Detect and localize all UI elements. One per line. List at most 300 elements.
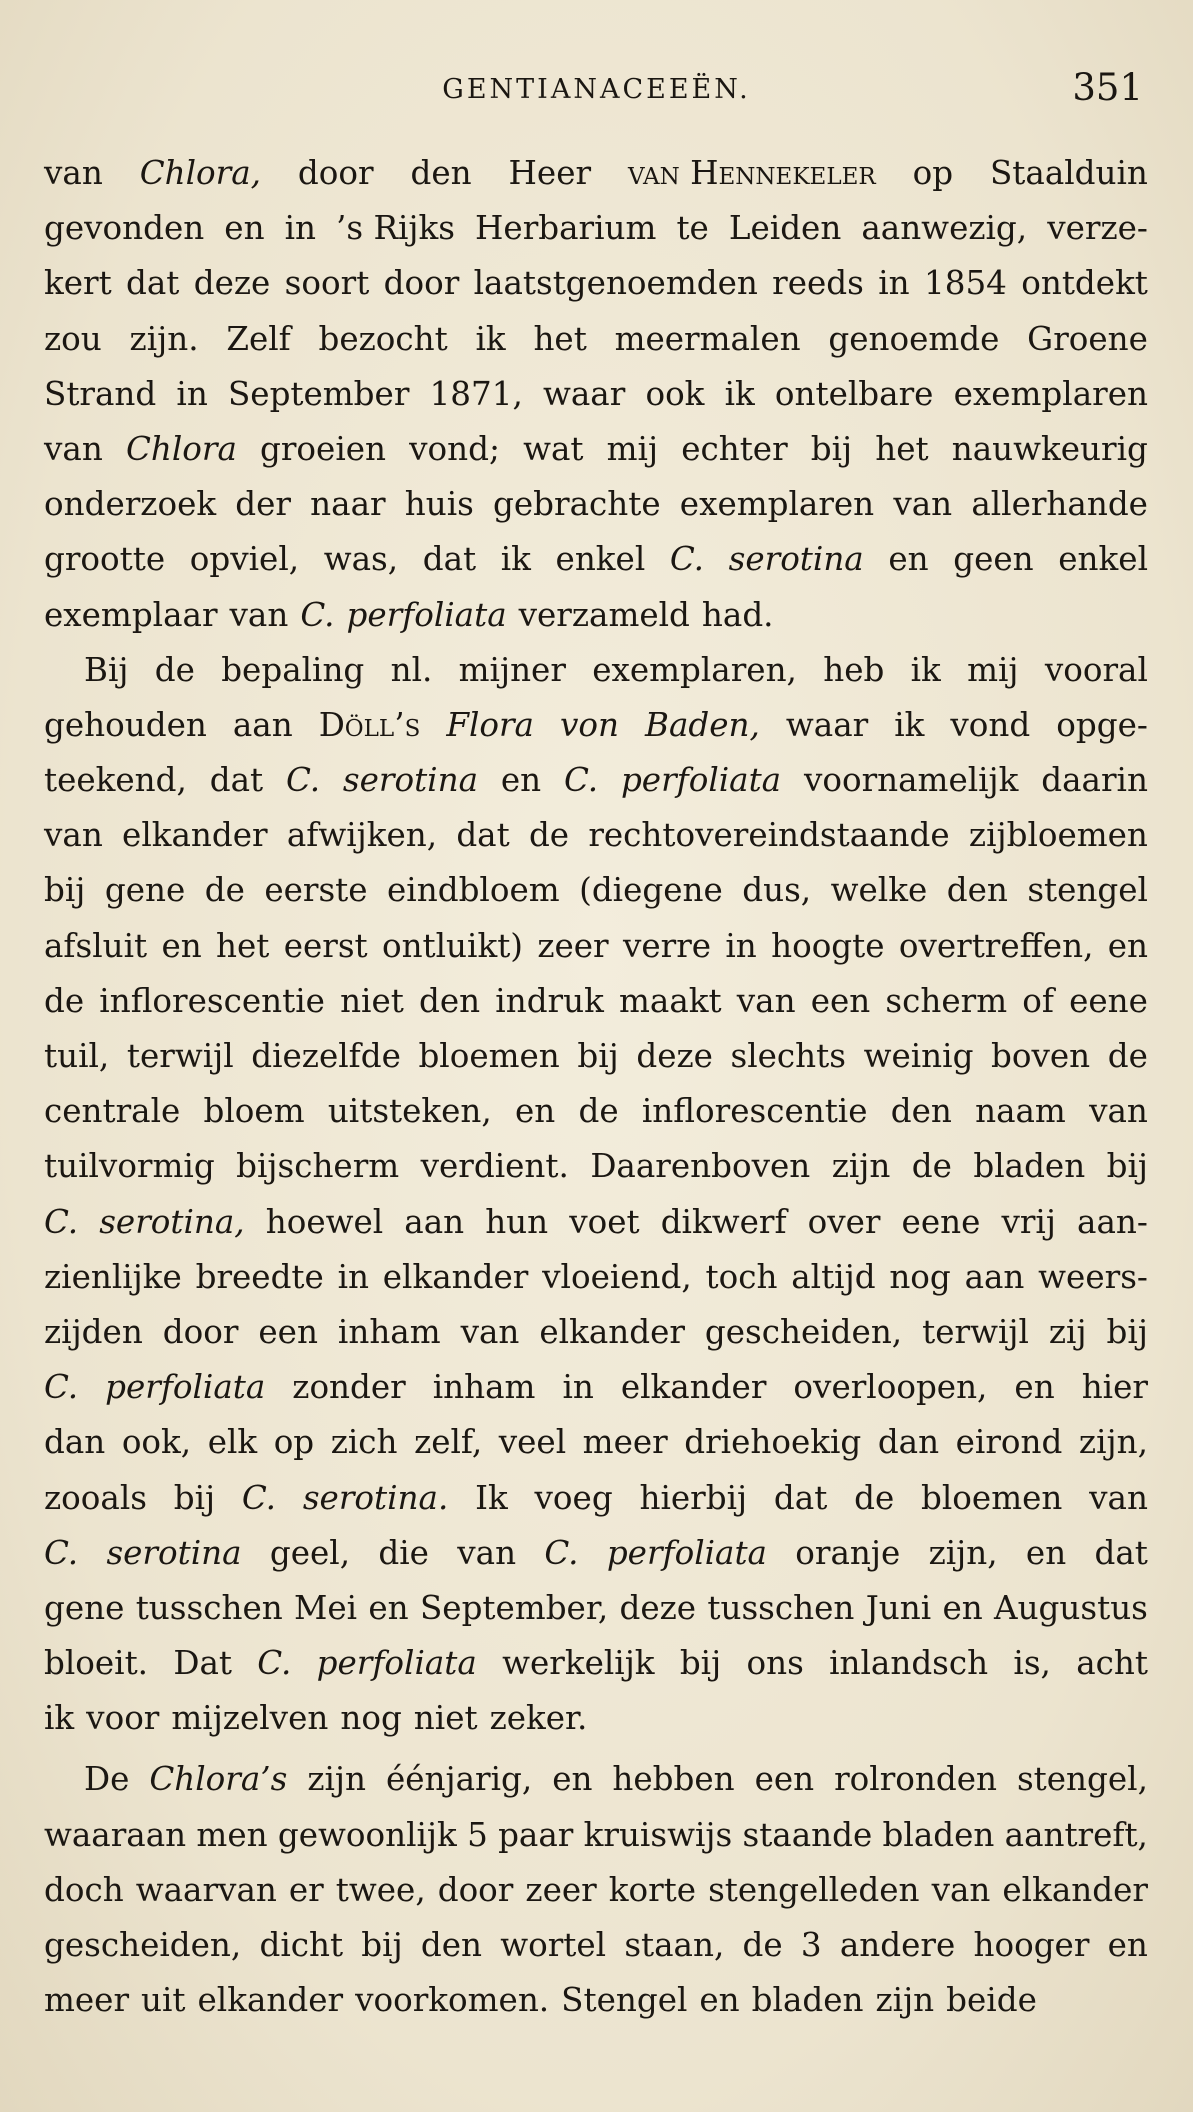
word: gehouden <box>44 705 207 744</box>
word: zijn. <box>129 319 199 358</box>
word: Chlora <box>125 429 237 468</box>
word: von <box>560 705 620 744</box>
word: van <box>44 154 103 192</box>
word: bij <box>44 871 86 910</box>
word: boven <box>991 1037 1091 1075</box>
word: Dat <box>173 1644 232 1683</box>
word: ik <box>500 540 531 579</box>
word: de <box>854 1478 895 1517</box>
word: veel <box>498 1423 567 1462</box>
word: en <box>1107 1926 1148 1964</box>
word: Herbarium <box>475 209 657 248</box>
word: waar <box>542 374 626 413</box>
word: dus, <box>742 871 812 910</box>
word: teekend, <box>44 761 187 800</box>
word: ’s Rijks <box>336 209 455 248</box>
running-head-title: GENTIANACEEËN. <box>442 74 751 105</box>
word: mij <box>606 429 659 468</box>
word: van <box>44 816 103 855</box>
text-line <box>44 863 1148 918</box>
word: hierbij <box>639 1478 748 1517</box>
word: 3 <box>800 1926 822 1964</box>
word: zijn <box>831 1147 891 1186</box>
word: aan <box>404 1202 465 1241</box>
word: dat <box>126 264 180 303</box>
word: bladen <box>973 1147 1086 1186</box>
word: uitsteken, <box>327 1092 492 1131</box>
word: kruiswijs <box>583 1815 733 1854</box>
word: door <box>297 154 374 192</box>
word: opge- <box>1056 705 1148 744</box>
text-line <box>44 1415 1148 1470</box>
word: voorkomen. <box>355 1981 550 2020</box>
text-line <box>44 1084 1148 1139</box>
word: welke <box>830 871 928 910</box>
word: C. <box>44 1368 79 1407</box>
word: aanwezig, <box>861 209 1028 248</box>
word: gewoonlijk <box>277 1815 457 1854</box>
word: in <box>337 1257 369 1296</box>
word: van <box>931 1870 991 1909</box>
word: nauwkeurig <box>951 429 1148 468</box>
word: afwijken, <box>286 816 438 855</box>
word: bij <box>577 1037 619 1075</box>
word: zijn, <box>1078 1423 1148 1462</box>
word: en <box>515 1092 556 1131</box>
word: C. <box>544 1533 579 1572</box>
word: bij <box>173 1478 216 1517</box>
word: Chlora’s <box>149 1760 288 1799</box>
text-line <box>44 201 1148 256</box>
text-line <box>44 588 1148 643</box>
word: door <box>383 264 460 303</box>
word: Daarenboven <box>590 1147 811 1186</box>
text-line <box>44 1305 1148 1360</box>
word: bijscherm <box>236 1147 400 1186</box>
text-line <box>44 1250 1148 1305</box>
word: naar <box>310 485 386 524</box>
word: C. <box>44 1202 79 1241</box>
word: op <box>273 1423 315 1462</box>
word: hun <box>485 1202 549 1241</box>
text-line <box>44 422 1148 477</box>
word: ontelbare <box>774 374 934 413</box>
word: door <box>437 1870 514 1909</box>
word: scherm <box>885 981 1008 1020</box>
word: gene <box>104 871 186 910</box>
word: serotina <box>106 1533 242 1572</box>
text-line <box>44 974 1148 1029</box>
word: eene <box>1069 981 1148 1020</box>
word: dat <box>456 816 510 855</box>
word: stengelleden <box>708 1870 920 1909</box>
word: exemplaren, <box>592 650 797 689</box>
page-number: 351 <box>1072 66 1143 109</box>
word: De <box>84 1760 130 1799</box>
word: ontluikt) <box>381 926 524 965</box>
text-line <box>44 256 1148 311</box>
word: toch <box>705 1257 778 1296</box>
word: elk <box>207 1423 258 1462</box>
word: mijzelven <box>171 1699 329 1738</box>
word: daarin <box>1041 761 1148 800</box>
word: September <box>227 374 410 413</box>
word: nl. <box>390 650 433 689</box>
word: elkander <box>539 1312 685 1351</box>
word: Juni <box>865 1588 932 1627</box>
word: exemplaar <box>44 595 218 634</box>
word: kert <box>44 264 112 303</box>
word: opviel, <box>189 540 300 579</box>
word: (diegene <box>579 871 723 910</box>
word: den <box>420 1926 483 1964</box>
word: van <box>460 1312 520 1351</box>
text-line <box>44 1691 1148 1746</box>
word: heb <box>823 650 885 689</box>
word: beide <box>946 1981 1037 2020</box>
word: zou <box>44 319 102 358</box>
word: vooral <box>1044 650 1148 689</box>
word: die <box>378 1533 429 1572</box>
word: slechts <box>730 1037 846 1075</box>
word: eene <box>901 1202 981 1241</box>
text-line <box>44 1973 1148 2028</box>
word: aantreft, <box>1004 1815 1148 1854</box>
word: bij <box>810 429 853 468</box>
word: serotina. <box>302 1478 449 1517</box>
word: laatstgenoemden <box>473 264 758 303</box>
word: en <box>888 540 929 579</box>
word: tusschen <box>707 1588 855 1627</box>
text-line <box>44 532 1148 587</box>
text-line <box>44 1195 1148 1250</box>
text-line <box>44 808 1148 863</box>
word: ook, <box>121 1423 192 1462</box>
word: geen <box>953 540 1034 579</box>
word: en <box>1025 1533 1067 1572</box>
word: dikwerf <box>660 1202 787 1241</box>
word: vond <box>950 705 1031 744</box>
word: nog <box>889 1257 951 1296</box>
word: twee, <box>335 1870 426 1909</box>
word: waar <box>785 705 869 744</box>
word: ik <box>44 1699 75 1738</box>
word: den <box>946 871 1008 910</box>
word: Mei <box>294 1588 358 1627</box>
word: overloopen, <box>793 1368 988 1407</box>
word: dat <box>422 540 477 579</box>
word: stengel, <box>1016 1760 1148 1799</box>
word: breedte <box>195 1257 324 1296</box>
word: Zelf <box>226 319 291 358</box>
text-line <box>44 1526 1148 1581</box>
word: Döll’s <box>318 705 421 744</box>
word: van <box>1089 1092 1148 1131</box>
word: in <box>284 209 316 248</box>
word: aan- <box>1077 1202 1148 1241</box>
word: gene <box>44 1588 125 1627</box>
word: aan <box>964 1257 1025 1296</box>
word: meer <box>582 1423 668 1462</box>
word: en <box>161 926 202 965</box>
word: niet <box>340 981 404 1020</box>
word: zeker. <box>489 1699 588 1738</box>
word: zijbloemen <box>968 816 1148 855</box>
word: terwijl <box>922 1312 1029 1351</box>
word: Strand <box>44 374 157 413</box>
word: van <box>457 1533 517 1572</box>
word: wortel <box>500 1926 607 1964</box>
word: perfoliata <box>620 761 782 800</box>
word: bloemen <box>418 1037 560 1075</box>
word: een <box>754 1760 815 1799</box>
word: gescheiden, <box>704 1312 903 1351</box>
word: het <box>216 926 270 965</box>
word: September, <box>419 1588 609 1627</box>
word: de <box>154 650 195 689</box>
word: hoewel <box>265 1202 384 1241</box>
word: Augustus <box>994 1588 1148 1627</box>
word: ons <box>746 1644 804 1683</box>
text-line <box>44 477 1148 532</box>
word: hebben <box>612 1760 735 1799</box>
word: den <box>890 1092 952 1131</box>
word: overtreffen, <box>898 926 1094 965</box>
word: ook <box>645 374 705 413</box>
word: ik <box>475 319 506 358</box>
word: zijn, <box>928 1533 998 1572</box>
word: bij <box>361 1926 403 1964</box>
word: bezocht <box>318 319 448 358</box>
word: van <box>893 485 953 524</box>
word: enkel <box>555 540 646 579</box>
word: een <box>258 1312 318 1351</box>
word: en <box>1107 926 1148 965</box>
word: het <box>533 319 587 358</box>
word: meer <box>44 1981 130 2020</box>
word: elkander <box>122 816 268 855</box>
word: rechtovereindstaande <box>588 816 950 855</box>
word: acht <box>1076 1644 1148 1683</box>
word: voet <box>569 1202 640 1241</box>
word: dan <box>877 1423 940 1462</box>
word: Heer <box>508 154 592 192</box>
word: eerst <box>283 926 368 965</box>
word: bladen <box>882 1815 995 1854</box>
word: doch <box>44 1870 124 1909</box>
text-line <box>44 146 1148 201</box>
word: het <box>875 429 929 468</box>
word: Leiden <box>728 209 842 248</box>
word: 5 <box>467 1815 488 1854</box>
word: gevonden <box>44 209 205 248</box>
word: de <box>911 1147 952 1186</box>
word: exemplaren <box>679 485 875 524</box>
word: indruk <box>495 981 604 1020</box>
word: allerhande <box>971 485 1148 524</box>
word: C. <box>669 540 704 579</box>
word: onderzoek <box>44 485 217 524</box>
text-line <box>44 1029 1148 1084</box>
word: terwijl <box>126 1037 234 1075</box>
word: geel, <box>269 1533 351 1572</box>
word: oranje <box>795 1533 901 1572</box>
word: de <box>204 871 245 910</box>
word: mijner <box>458 650 566 689</box>
word: dicht <box>259 1926 344 1964</box>
word: en <box>699 1981 740 2020</box>
word: perfoliata <box>606 1533 767 1572</box>
word: bloemen <box>921 1478 1063 1517</box>
word: uit <box>141 1981 186 2020</box>
word: huis <box>404 485 474 524</box>
word: genoemde <box>828 319 1000 358</box>
word: een <box>810 981 871 1020</box>
word: verze- <box>1047 209 1148 248</box>
word: er <box>288 1870 324 1909</box>
text-line <box>44 1808 1148 1863</box>
word: te <box>676 209 709 248</box>
word: de <box>578 1092 619 1131</box>
word: mij <box>967 650 1019 689</box>
text-line <box>44 312 1148 367</box>
word: zienlijke <box>44 1257 182 1296</box>
word: bij <box>679 1644 722 1683</box>
word: echter <box>681 429 788 468</box>
word: eerste <box>264 871 368 910</box>
word: zeer <box>537 926 609 965</box>
word: dat <box>209 761 264 800</box>
word: over <box>807 1202 881 1241</box>
word: andere <box>839 1926 956 1964</box>
word: weers- <box>1038 1257 1148 1296</box>
text-line <box>44 1139 1148 1194</box>
word: serotina <box>342 761 479 800</box>
word: in <box>725 926 757 965</box>
word: op <box>912 154 954 192</box>
word: nog <box>340 1699 402 1738</box>
word: zelf, <box>414 1423 483 1462</box>
word: de <box>44 981 85 1020</box>
word: inham <box>337 1312 441 1351</box>
word: naam <box>975 1092 1066 1131</box>
body-text <box>44 146 1148 2028</box>
word: voeg <box>534 1478 613 1517</box>
word: C. <box>285 761 321 800</box>
word: zich <box>330 1423 398 1462</box>
word: korte <box>608 1870 697 1909</box>
word: verdient. <box>420 1147 569 1186</box>
word: bloem <box>203 1092 305 1131</box>
word: enkel <box>1058 540 1148 579</box>
word: zijn <box>875 1981 935 2020</box>
word: elkander <box>1002 1870 1148 1909</box>
word: Stengel <box>561 1981 688 2020</box>
word: van Hennekeler <box>627 154 876 192</box>
word: exemplaren <box>953 374 1148 413</box>
word: Flora <box>446 705 534 744</box>
text-line <box>44 1636 1148 1691</box>
word: van <box>44 429 103 468</box>
word: Baden, <box>645 705 760 744</box>
word: bloeit. <box>44 1644 149 1683</box>
word: inflorescentie <box>99 981 325 1020</box>
word: C. <box>44 1533 79 1572</box>
word: tuil, <box>44 1037 110 1075</box>
word: éénjarig, <box>385 1760 533 1799</box>
text-line <box>44 698 1148 753</box>
word: de <box>528 816 570 855</box>
word: dat <box>1094 1533 1148 1572</box>
word: tusschen <box>135 1588 283 1627</box>
word: serotina <box>728 540 864 579</box>
word: gebrachte <box>493 485 661 524</box>
word: C. <box>241 1478 277 1517</box>
word: inflorescentie <box>641 1092 868 1131</box>
word: van <box>229 595 289 634</box>
word: waaraan <box>44 1815 187 1854</box>
word: van <box>1089 1478 1148 1517</box>
word: staande <box>742 1815 873 1854</box>
word: en <box>942 1588 983 1627</box>
text-line <box>44 367 1148 422</box>
word: den <box>419 981 481 1020</box>
word: weinig <box>863 1037 974 1075</box>
word: en <box>552 1760 593 1799</box>
word: hier <box>1081 1368 1148 1407</box>
word: de <box>1107 1037 1148 1075</box>
word: perfoliata <box>105 1368 266 1407</box>
word: rolronden <box>834 1760 997 1799</box>
word: in <box>562 1368 594 1407</box>
word: elkander <box>382 1257 529 1296</box>
word: stengel <box>1027 871 1148 910</box>
word: inlandsch <box>829 1644 989 1683</box>
running-head <box>40 66 1153 110</box>
word: den <box>410 154 472 192</box>
word: dat <box>773 1478 828 1517</box>
word: staan, <box>624 1926 725 1964</box>
word: zooals <box>44 1478 147 1517</box>
word: was, <box>323 540 399 579</box>
word: ik <box>724 374 755 413</box>
word: gescheiden, <box>44 1926 242 1964</box>
word: hoogte <box>771 926 885 965</box>
word: had. <box>701 595 774 634</box>
word: C. <box>300 595 335 634</box>
word: men <box>196 1815 268 1854</box>
word: zonder <box>292 1368 406 1407</box>
word: van <box>736 981 796 1020</box>
word: voor <box>86 1699 160 1738</box>
word: maakt <box>619 981 722 1020</box>
word: ik <box>894 705 925 744</box>
word: reeds <box>772 264 864 303</box>
word: vloeiend, <box>542 1257 692 1296</box>
word: eindbloem <box>387 871 560 910</box>
text-line <box>44 1360 1148 1415</box>
word: zijden <box>44 1312 143 1351</box>
word: niet <box>413 1699 478 1738</box>
word: waarvan <box>135 1870 277 1909</box>
word: bepaling <box>221 650 365 689</box>
word: zeer <box>525 1870 597 1909</box>
word: ik <box>910 650 941 689</box>
word: serotina, <box>99 1202 245 1241</box>
word: diezelfde <box>251 1037 401 1075</box>
text-line <box>44 1918 1148 1973</box>
word: de <box>742 1926 783 1964</box>
